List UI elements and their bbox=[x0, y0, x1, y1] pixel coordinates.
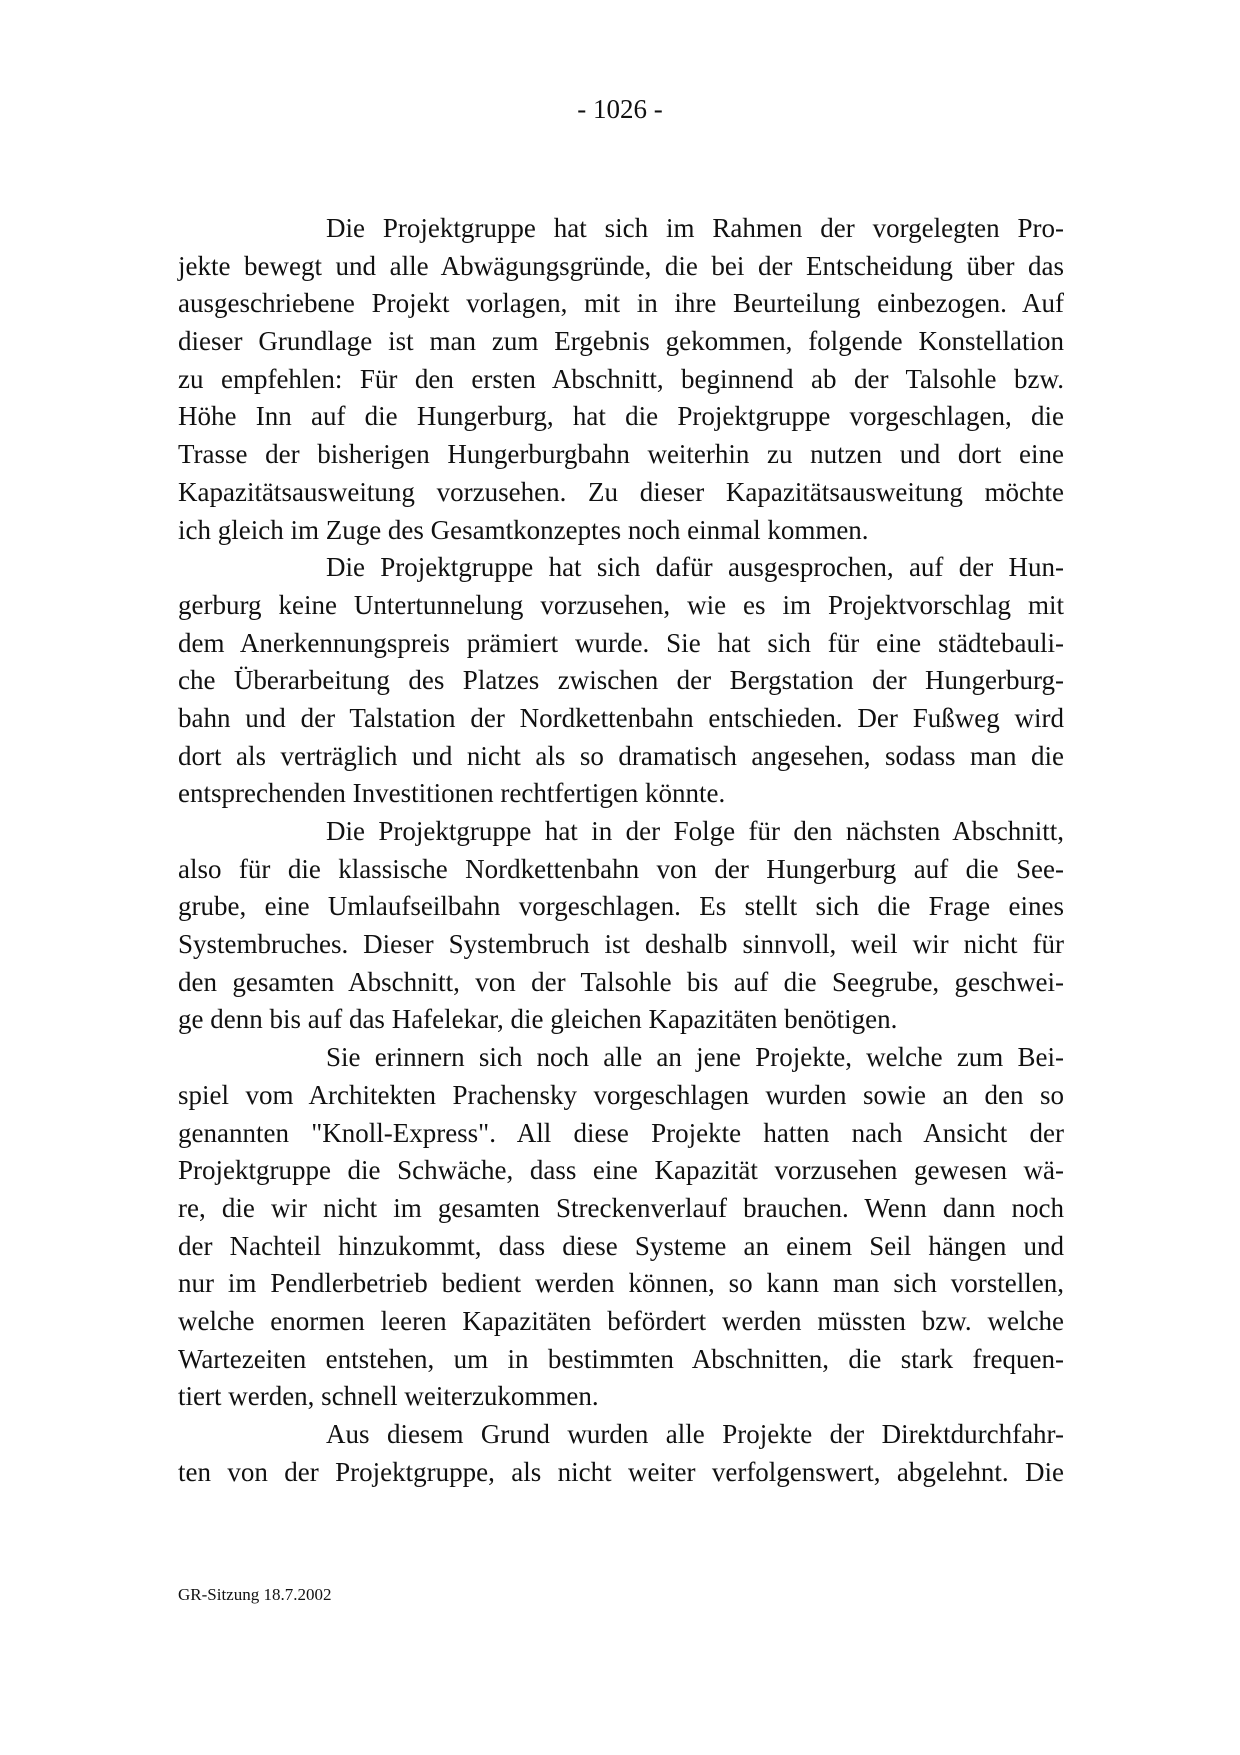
text-line: che Überarbeitung des Platzes zwischen der Bergstation der Hungerburg- bbox=[178, 665, 1064, 696]
text-line: spiel vom Architekten Prachensky vorgeschlagen wurden sowie an den so bbox=[178, 1079, 1064, 1110]
page-number: - 1026 - bbox=[577, 94, 663, 124]
text-line: Die Projektgruppe hat sich im Rahmen der vorgelegten Pro- bbox=[326, 213, 1064, 243]
footer-session-date: GR-Sitzung 18.7.2002 bbox=[178, 1585, 332, 1604]
text-line: ten von der Projektgruppe, als nicht weiter verfolgenswert, abgelehnt. Die bbox=[178, 1456, 1064, 1487]
text-line: Wartezeiten entstehen, um in bestimmten Abschnitten, die stark frequen- bbox=[178, 1343, 1064, 1374]
text-line: Kapazitätsausweitung vorzusehen. Zu dieser Kapazitätsausweitung möchte bbox=[178, 476, 1064, 507]
text-line: Höhe Inn auf die Hungerburg, hat die Projektgruppe vorgeschlagen, die bbox=[178, 401, 1064, 432]
text-line: dem Anerkennungspreis prämiert wurde. Sie hat sich für eine städtebauli- bbox=[178, 627, 1064, 658]
text-line: dort als verträglich und nicht als so dramatisch angesehen, sodass man die bbox=[178, 740, 1064, 771]
text-line: re, die wir nicht im gesamten Streckenverlauf brauchen. Wenn dann noch bbox=[178, 1192, 1064, 1223]
text-line: ausgeschriebene Projekt vorlagen, mit in ihre Beurteilung einbezogen. Auf bbox=[178, 288, 1064, 319]
text-line: Sie erinnern sich noch alle an jene Projekte, welche zum Bei- bbox=[326, 1042, 1064, 1073]
text-line: genannten "Knoll-Express". All diese Projekte hatten nach Ansicht der bbox=[178, 1117, 1064, 1148]
text-line: ich gleich im Zuge des Gesamtkonzeptes noch einmal kommen. bbox=[178, 514, 869, 545]
body-text bbox=[178, 210, 1064, 1491]
text-line: nur im Pendlerbetrieb bedient werden können, so kann man sich vorstellen, bbox=[178, 1268, 1064, 1299]
text-line: dieser Grundlage ist man zum Ergebnis gekommen, folgende Konstellation bbox=[178, 326, 1064, 357]
text-line: ge denn bis auf das Hafelekar, die gleichen Kapazitäten benötigen. bbox=[178, 1004, 898, 1035]
text-line: Systembruches. Dieser Systembruch ist deshalb sinnvoll, weil wir nicht für bbox=[178, 929, 1064, 960]
text-line: den gesamten Abschnitt, von der Talsohle bis auf die Seegrube, geschwei- bbox=[178, 966, 1064, 997]
text-line: jekte bewegt und alle Abwägungsgründe, die bei der Entscheidung über das bbox=[178, 250, 1064, 281]
text-line: Aus diesem Grund wurden alle Projekte der Direktdurchfahr- bbox=[326, 1419, 1064, 1449]
text-line: der Nachteil hinzukommt, dass diese Systeme an einem Seil hängen und bbox=[178, 1230, 1064, 1261]
text-line: Die Projektgruppe hat in der Folge für den nächsten Abschnitt, bbox=[326, 816, 1064, 846]
text-line: Trasse der bisherigen Hungerburgbahn weiterhin zu nutzen und dort eine bbox=[178, 439, 1064, 470]
text-line: grube, eine Umlaufseilbahn vorgeschlagen. Es stellt sich die Frage eines bbox=[178, 891, 1064, 922]
text-line: Die Projektgruppe hat sich dafür ausgesprochen, auf der Hun- bbox=[326, 552, 1064, 583]
text-line: Projektgruppe die Schwäche, dass eine Kapazität vorzusehen gewesen wä- bbox=[178, 1155, 1064, 1186]
text-line: tiert werden, schnell weiterzukommen. bbox=[178, 1381, 599, 1412]
text-line: gerburg keine Untertunnelung vorzusehen, wie es im Projektvorschlag mit bbox=[178, 589, 1064, 620]
text-line: bahn und der Talstation der Nordkettenbahn entschieden. Der Fußweg wird bbox=[178, 702, 1064, 733]
text-line: welche enormen leeren Kapazitäten befördert werden müssten bzw. welche bbox=[178, 1305, 1064, 1336]
text-line: zu empfehlen: Für den ersten Abschnitt, beginnend ab der Talsohle bzw. bbox=[178, 363, 1064, 394]
text-line: entsprechenden Investitionen rechtfertigen könnte. bbox=[178, 778, 726, 809]
text-line: also für die klassische Nordkettenbahn von der Hungerburg auf die See- bbox=[178, 853, 1064, 884]
